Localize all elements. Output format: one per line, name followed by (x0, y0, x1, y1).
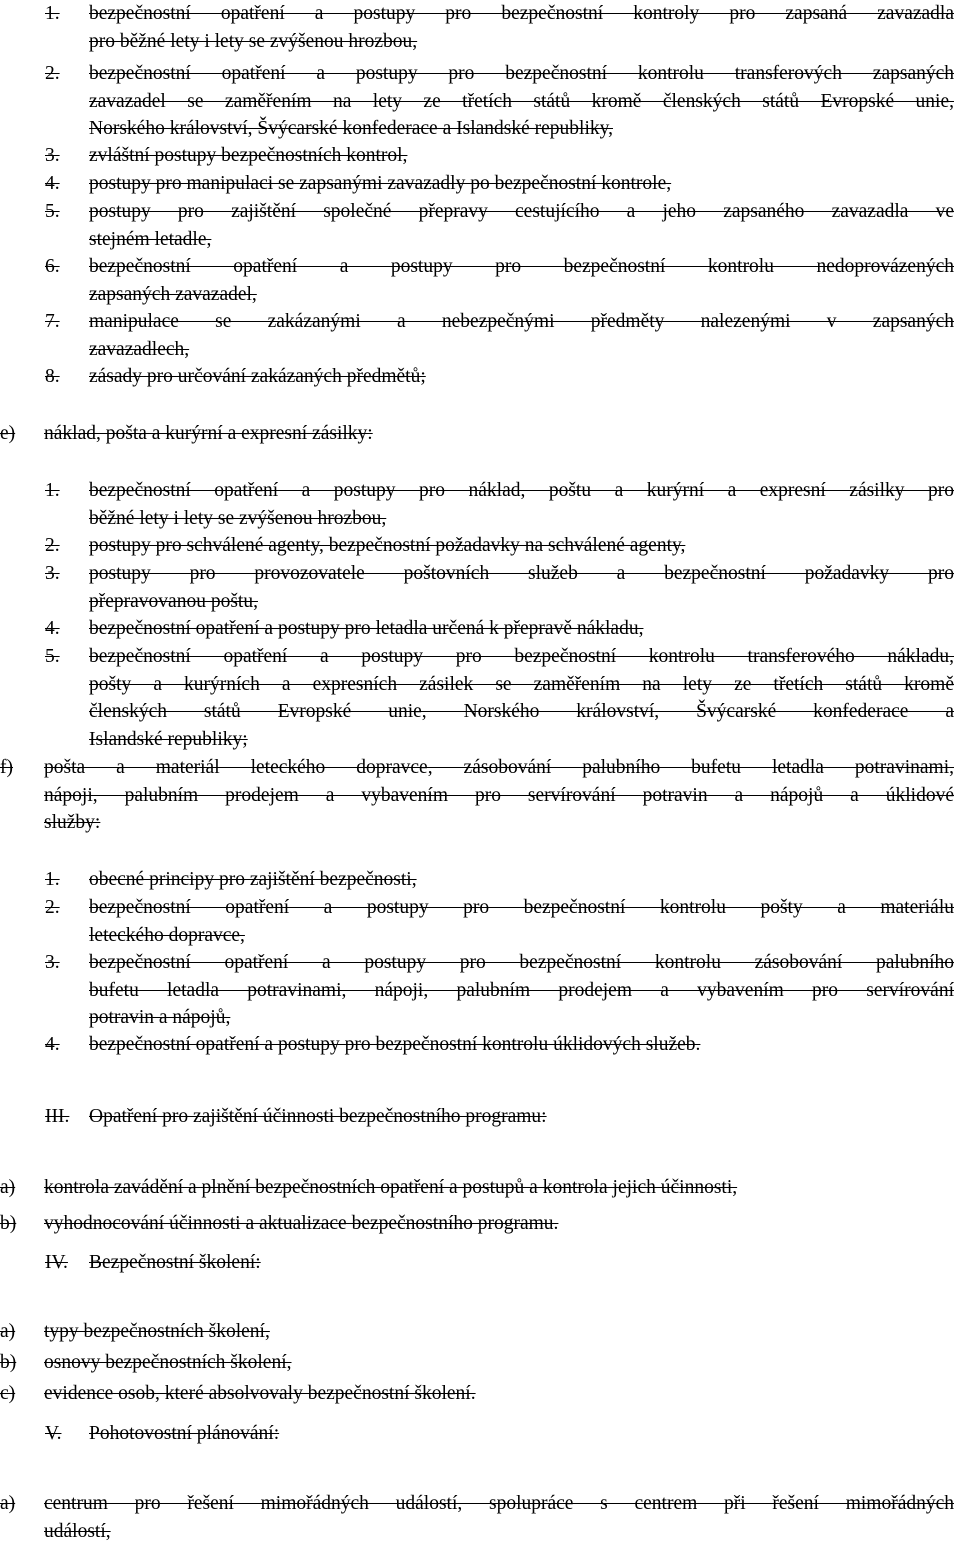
list-item-marker: 2. (45, 535, 60, 556)
list-item-marker: IV. (45, 1252, 68, 1273)
list-item-text-line: Norského království, Švýcarské konfederace a Islandské republiky, (89, 118, 613, 139)
list-item (0, 894, 960, 949)
list-item-text-line: obecné principy pro zajištění bezpečnosti, (89, 869, 417, 890)
list-item (0, 1318, 960, 1346)
list-item-marker: 2. (45, 63, 60, 84)
list-item-marker: b) (0, 1213, 17, 1234)
list-item (0, 643, 960, 753)
list-item-text-line: postupy pro manipulaci se zapsanými zavazadly po bezpečnostní kontrole, (89, 173, 672, 194)
list-item-marker: 1. (45, 480, 60, 501)
list-item-text-line: služby: (44, 812, 101, 833)
list-item (0, 477, 960, 532)
list-item (0, 198, 960, 253)
list-item-marker: 3. (45, 952, 60, 973)
list-item-marker: f) (0, 757, 13, 778)
list-item (0, 1349, 960, 1377)
list-item-text-line: Opatření pro zajištění účinnosti bezpečnostního programu: (89, 1106, 547, 1127)
list-item-text-line: postupy pro zajištění společné přepravy cestujícího a jeho zapsaného zavazadla ve (89, 201, 954, 222)
list-item (0, 0, 960, 55)
list-item-marker: 2. (45, 897, 60, 918)
list-item-marker: 3. (45, 563, 60, 584)
list-item (0, 1380, 960, 1408)
list-item-marker: 4. (45, 173, 60, 194)
list-item-text-line: pošty a kurýrních a expresních zásilek se zaměřením na lety ze třetích států kromě (89, 673, 954, 695)
list-item-marker: 4. (45, 618, 60, 639)
list-item-marker: 1. (45, 3, 60, 24)
list-item-marker: 5. (45, 201, 60, 222)
list-item-text-line: členských států Evropské unie, Norského království, Švýcarské konfederace a (89, 701, 954, 722)
list-item (0, 754, 960, 837)
list-item-marker: 7. (45, 311, 60, 332)
list-item-text-line: bezpečnostní opatření a postupy pro bezpečnostní kontrolu úklidových služeb. (89, 1034, 701, 1055)
list-item (0, 1490, 960, 1545)
list-item-text-line: zavazadel se zaměřením na lety ze třetích států kromě členských států Evropské unie, (89, 90, 954, 112)
list-item-text-line: manipulace se zakázanými a nebezpečnými předměty nalezenými v zapsaných (89, 311, 954, 332)
list-item (0, 60, 960, 143)
list-item-text-line: bezpečnostní opatření a postupy pro bezpečnostní kontrolu zásobování palubního (89, 952, 954, 973)
list-item-text-line: centrum pro řešení mimořádných událostí, spolupráce s centrem při řešení mimořádných (44, 1493, 954, 1514)
list-item-text-line: běžné lety i lety se zvýšenou hrozbou, (89, 507, 387, 529)
list-item-marker: 5. (45, 646, 60, 667)
list-item-marker: c) (0, 1383, 16, 1404)
list-item (0, 532, 960, 560)
list-item-marker: 3. (45, 145, 60, 166)
list-item-text-line: kontrola zavádění a plnění bezpečnostních opatření a postupů a kontrola jejich účinnosti, (44, 1177, 738, 1198)
list-item-text-line: stejném letadle, (89, 228, 212, 250)
list-item-text-line: typy bezpečnostních školení, (44, 1321, 270, 1342)
list-item-marker: III. (45, 1106, 70, 1127)
list-item-text-line: bezpečnostní opatření a postupy pro bezpečnostní kontrolu transferových zapsaných (89, 63, 954, 84)
list-item (0, 363, 960, 391)
list-item-text-line: Islandské republiky; (89, 728, 248, 750)
list-item-text-line: bufetu letadla potravinami, nápoji, palubním prodejem a vybavením pro servírování (89, 979, 954, 1001)
list-item-text-line: událostí, (44, 1520, 111, 1542)
list-item (0, 560, 960, 615)
list-item (0, 1103, 960, 1131)
list-item-text-line: pošta a materiál leteckého dopravce, zásobování palubního bufetu letadla potravinami, (44, 757, 954, 778)
list-item-text-line: leteckého dopravce, (89, 924, 245, 946)
list-item (0, 1249, 960, 1277)
list-item-text-line: náklad, pošta a kurýrní a expresní zásilky: (44, 423, 373, 444)
list-item-text-line: postupy pro schválené agenty, bezpečnostní požadavky na schválené agenty, (89, 535, 686, 556)
list-item-marker: 8. (45, 366, 60, 387)
list-item (0, 253, 960, 308)
list-item (0, 170, 960, 198)
list-item-text-line: zásady pro určování zakázaných předmětů; (89, 366, 426, 387)
list-item-text-line: potravin a nápojů, (89, 1007, 231, 1028)
list-item (0, 1420, 960, 1448)
list-item-text-line: zapsaných zavazadel, (89, 283, 257, 305)
list-item-text-line: nápoji, palubním prodejem a vybavením pro servírování potravin a nápojů a úklidové (44, 784, 954, 806)
list-item-marker: b) (0, 1352, 17, 1373)
list-item (0, 615, 960, 643)
list-item-marker: V. (45, 1423, 62, 1444)
list-item-text-line: bezpečnostní opatření a postupy pro náklad, poštu a kurýrní a expresní zásilky pro (89, 480, 954, 501)
list-item-text-line: bezpečnostní opatření a postupy pro letadla určená k přepravě nákladu, (89, 618, 644, 639)
list-item (0, 1031, 960, 1059)
list-item (0, 420, 960, 448)
list-item-text-line: pro běžné lety i lety se zvýšenou hrozbou, (89, 30, 418, 52)
list-item-text-line: Pohotovostní plánování: (89, 1423, 280, 1444)
list-item-text-line: osnovy bezpečnostních školení, (44, 1352, 292, 1373)
list-item-text-line: přepravovanou poštu, (89, 590, 258, 612)
list-item-text-line: zvláštní postupy bezpečnostních kontrol, (89, 145, 408, 166)
list-item-text-line: vyhodnocování účinnosti a aktualizace bezpečnostního programu. (44, 1213, 559, 1234)
list-item-text-line: Bezpečnostní školení: (89, 1252, 261, 1273)
list-item (0, 308, 960, 363)
list-item-text-line: bezpečnostní opatření a postupy pro bezpečnostní kontrolu pošty a materiálu (89, 897, 954, 918)
list-item (0, 1210, 960, 1238)
list-item (0, 142, 960, 170)
list-item-marker: e) (0, 423, 16, 444)
list-item-marker: a) (0, 1177, 16, 1198)
list-item (0, 949, 960, 1032)
list-item-text-line: bezpečnostní opatření a postupy pro bezpečnostní kontroly pro zapsaná zavazadla (89, 3, 954, 24)
list-item-text-line: bezpečnostní opatření a postupy pro bezpečnostní kontrolu transferového nákladu, (89, 646, 954, 667)
list-item-text-line: bezpečnostní opatření a postupy pro bezpečnostní kontrolu nedoprovázených (89, 256, 954, 277)
list-item-marker: a) (0, 1493, 16, 1514)
list-item-marker: a) (0, 1321, 16, 1342)
list-item-text-line: zavazadlech, (89, 338, 190, 360)
list-item-marker: 4. (45, 1034, 60, 1055)
list-item-marker: 6. (45, 256, 60, 277)
list-item-marker: 1. (45, 869, 60, 890)
list-item (0, 866, 960, 894)
list-item-text-line: evidence osob, které absolvovaly bezpečnostní školení. (44, 1383, 476, 1404)
list-item (0, 1174, 960, 1202)
list-item-text-line: postupy pro provozovatele poštovních služeb a bezpečnostní požadavky pro (89, 563, 954, 584)
